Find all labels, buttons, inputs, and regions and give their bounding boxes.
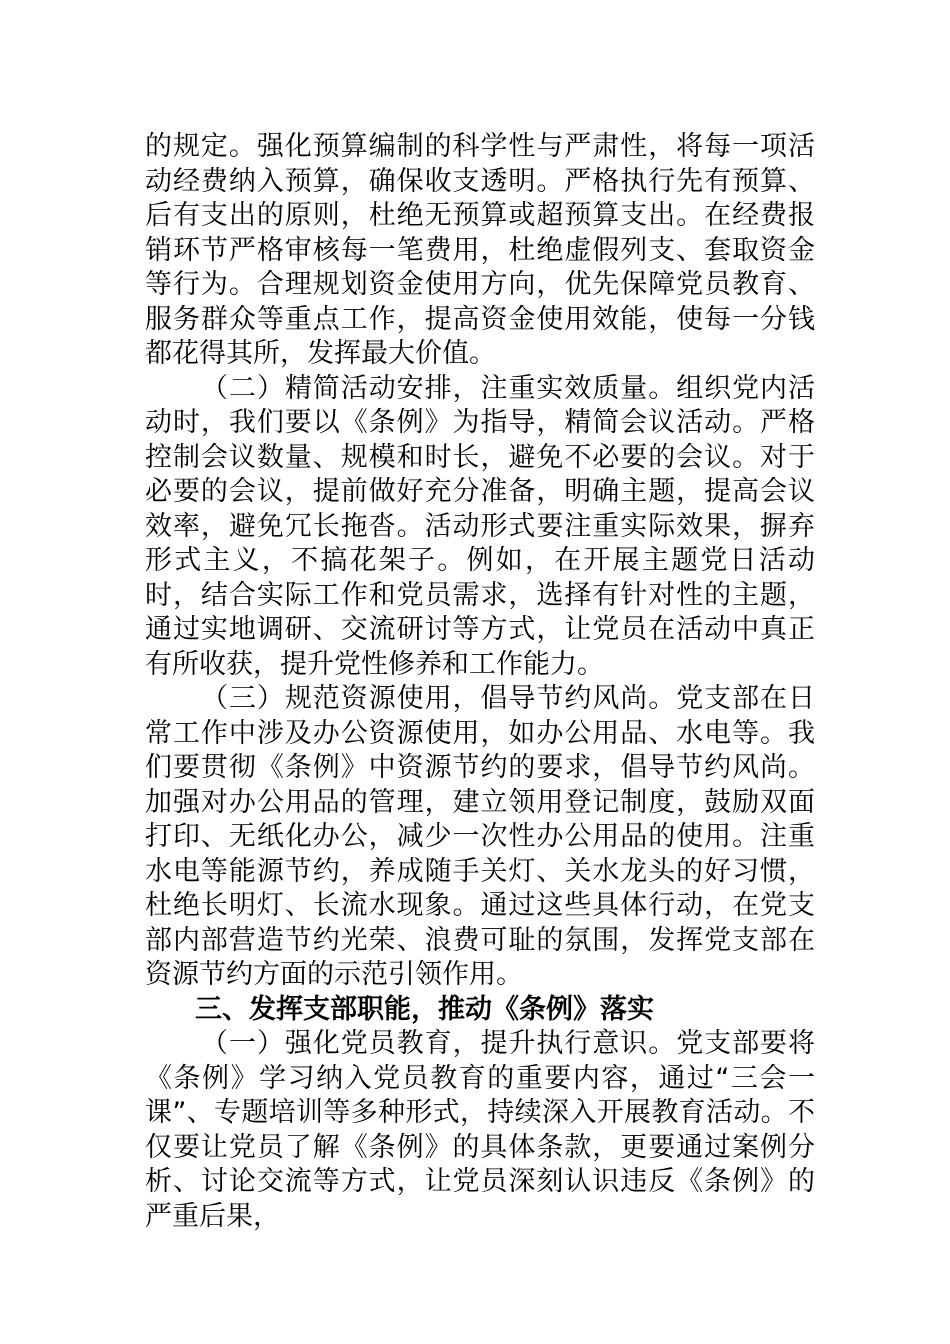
- paragraph-budget-continuation: 的规定。强化预算编制的科学性与严肃性，将每一项活动经费纳入预算，确保收支透明。严格执行先有预算、后有支出的原则，杜绝无预算或超预算支出。在经费报销环节严格审核每一笔费用，杜绝虚假列支、套取资金等行为。合理规划资金使用方向，优先保障党员教育、服务群众等重点工作，提高资金使用效能，使每一分钱都花得其所，发挥最大价值。: [145, 131, 815, 369]
- paragraph-streamline-activities: （二）精简活动安排，注重实效质量。组织党内活动时，我们要以《条例》为指导，精简会议活动。严格控制会议数量、规模和时长，避免不必要的会议。对于必要的会议，提前做好充分准备，明确主题，提高会议效率，避免冗长拖沓。活动形式要注重实际效果，摒弃形式主义，不搞花架子。例如，在开展主题党日活动时，结合实际工作和党员需求，选择有针对性的主题，通过实地调研、交流研讨等方式，让党员在活动中真正有所收获，提升党性修养和工作能力。: [145, 372, 815, 680]
- paragraph-member-education: （一）强化党员教育，提升执行意识。党支部要将《条例》学习纳入党员教育的重要内容，通过“三会一课”、专题培训等多种形式，持续深入开展教育活动。不仅要让党员了解《条例》的具体条款，更要通过案例分析、讨论交流等方式，让党员深刻认识违反《条例》的严重后果，: [145, 1028, 815, 1232]
- paragraph-resource-usage: （三）规范资源使用，倡导节约风尚。党支部在日常工作中涉及办公资源使用，如办公用品、水电等。我们要贯彻《条例》中资源节约的要求，倡导节约风尚。加强对办公用品的管理，建立领用登记制度，鼓励双面打印、无纸化办公，减少一次性办公用品的使用。注重水电等能源节约，养成随手关灯、关水龙头的好习惯，杜绝长明灯、长流水现象。通过这些具体行动，在党支部内部营造节约光荣、浪费可耻的氛围，发挥党支部在资源节约方面的示范引领作用。: [145, 683, 815, 990]
- document-body: [145, 130, 815, 1234]
- section-heading-three: 三、发挥支部职能，推动《条例》落实: [195, 993, 654, 1025]
